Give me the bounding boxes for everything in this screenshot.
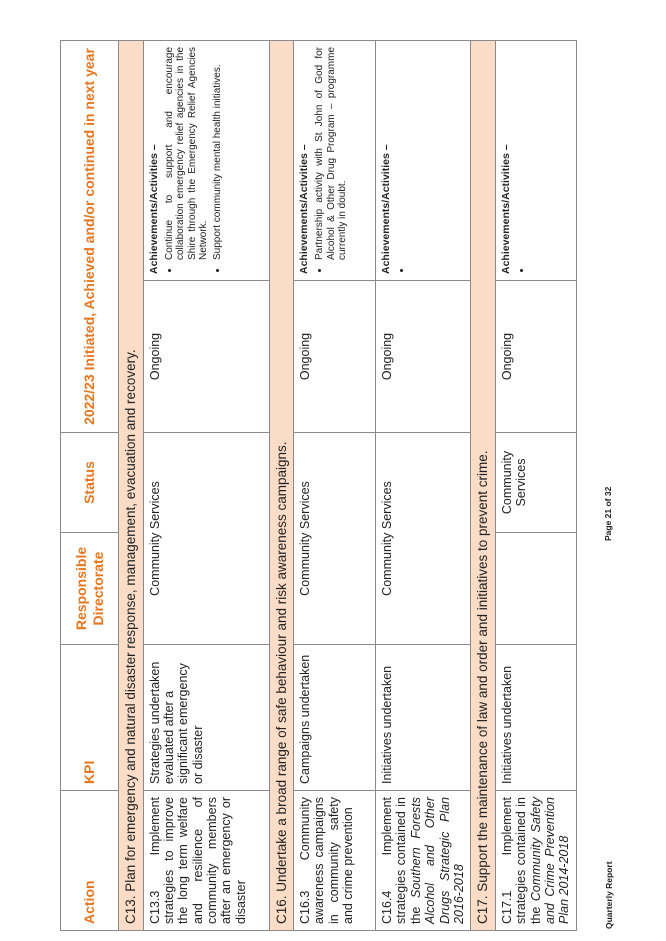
achievements-title: Achievements/Activities – bbox=[380, 144, 393, 274]
action-text: C16.4 Implement strategies contained in the bbox=[380, 797, 423, 924]
empty-cell bbox=[495, 533, 576, 645]
achievements-cell bbox=[143, 40, 269, 280]
achievement-item: • Continue to support and encourage collaboration emergency relief agencies in the Shire through the Emergency Relief Agencies Network. bbox=[164, 47, 210, 260]
header-status: Status bbox=[61, 433, 119, 533]
status-cell: Ongoing bbox=[143, 281, 269, 433]
achievement-item bbox=[396, 47, 408, 260]
achievements-cell bbox=[376, 40, 471, 280]
header-row bbox=[61, 40, 119, 930]
directorate-cell: Community Services bbox=[376, 433, 471, 645]
table-row bbox=[495, 40, 576, 930]
goal-row-c17 bbox=[471, 40, 496, 930]
achievements-list bbox=[516, 47, 528, 274]
action-cell: C16.3 Community awareness campaigns in community safety and crime prevention bbox=[294, 791, 376, 931]
goal-row-c13 bbox=[119, 40, 144, 930]
action-cell: C13.3 Implement strategies to improve the long term welfare and resilience of community members after an emergency or disaster bbox=[143, 791, 269, 931]
goal-row-c16 bbox=[269, 40, 294, 930]
report-name: Quarterly Report bbox=[604, 861, 614, 929]
goal-c13: C13. Plan for emergency and natural disaster response, management, evacuation and recovery. bbox=[119, 40, 144, 930]
achievement-item bbox=[516, 47, 528, 260]
kpi-cell: Strategies undertaken evaluated after a significant emergency or disaster bbox=[143, 645, 269, 791]
header-action: Action bbox=[61, 791, 119, 931]
action-cell bbox=[495, 791, 576, 931]
status-cell: Ongoing bbox=[495, 281, 576, 433]
directorate-cell: Community Services bbox=[294, 433, 376, 645]
achievements-cell bbox=[495, 40, 576, 280]
action-text: C17.1 Implement strategies contained in the bbox=[499, 797, 543, 924]
status-cell: Ongoing bbox=[376, 281, 471, 433]
header-kpi: KPI bbox=[61, 645, 119, 791]
table-row bbox=[376, 40, 471, 930]
goal-c17: C17. Support the maintenance of law and order and initiatives to prevent crime. bbox=[471, 40, 496, 930]
kpi-cell: Initiatives undertaken bbox=[495, 645, 576, 791]
achievements-cell bbox=[294, 40, 376, 280]
directorate-cell: Community Services bbox=[143, 433, 269, 645]
achievements-list bbox=[164, 47, 224, 274]
achievements-title: Achievements/Activities – bbox=[298, 144, 311, 274]
action-cell bbox=[376, 791, 471, 931]
goal-c16: C16. Undertake a broad range of safe behaviour and risk awareness campaigns. bbox=[269, 40, 294, 930]
achievements-title: Achievements/Activities – bbox=[499, 144, 512, 274]
achievements-list bbox=[396, 47, 408, 274]
header-progress: 2022/23 Initiated, Achieved and/or continued in next year bbox=[61, 40, 119, 432]
status-cell: Ongoing bbox=[294, 281, 376, 433]
page-number: Page 21 of 32 bbox=[603, 486, 613, 541]
header-directorate: Responsible Directorate bbox=[61, 533, 119, 645]
table-row bbox=[143, 40, 269, 930]
kpi-cell: Initiatives undertaken bbox=[376, 645, 471, 791]
achievement-item: • Partnership activity with St John of God for Alcohol & Other Drug Program – programme currently in doubt. bbox=[314, 47, 349, 260]
plan-title: Community Safety and Crime Prevention Plan 2014-2018 bbox=[528, 797, 572, 924]
achievement-item: • Support community mental health initiatives. bbox=[212, 47, 224, 260]
plan-title: Southern Forests Alcohol and Other Drugs Strategic Plan 2016-2018 bbox=[408, 797, 466, 924]
table-row bbox=[294, 40, 376, 930]
directorate-cell: Community Services bbox=[495, 433, 576, 533]
report-table bbox=[60, 40, 577, 931]
kpi-cell: Campaigns undertaken bbox=[294, 645, 376, 791]
achievements-list bbox=[314, 47, 349, 274]
achievements-title: Achievements/Activities – bbox=[147, 144, 160, 274]
